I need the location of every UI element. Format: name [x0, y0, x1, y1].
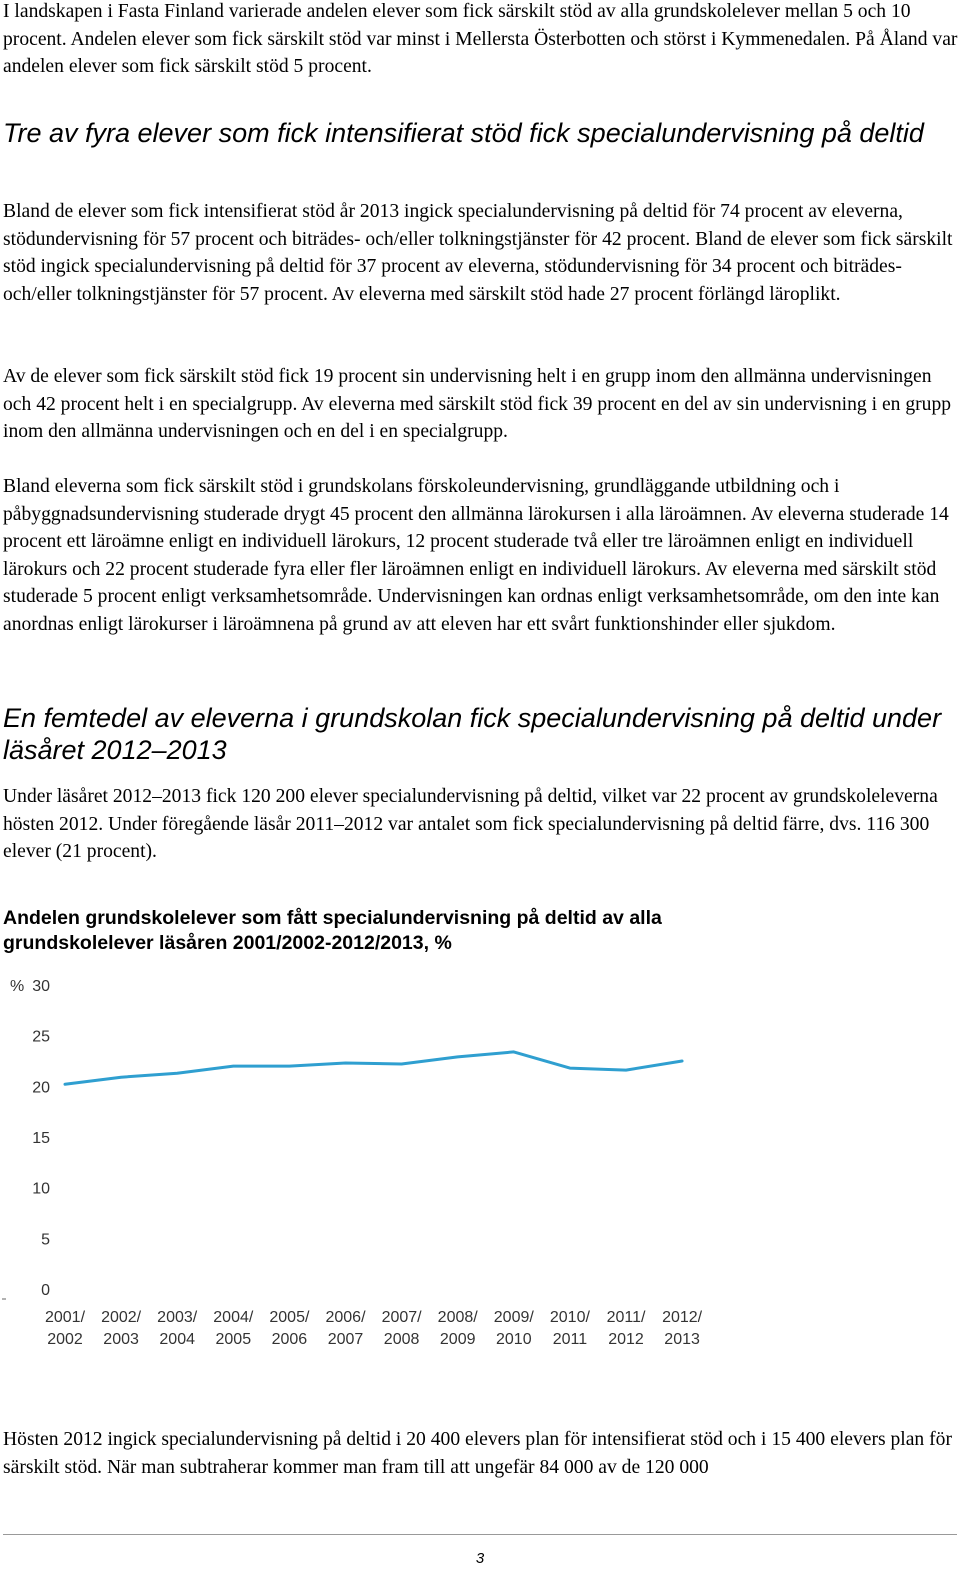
- x-tick-label: 2006/ 2007: [325, 1309, 366, 1348]
- y-tick-label: 15: [32, 1130, 50, 1147]
- section-heading-intensified-support: Tre av fyra elever som fick intensifierat stöd fick specialundervisning på deltid: [3, 118, 924, 148]
- y-tick-label: 10: [32, 1180, 50, 1198]
- intro-paragraph: I landskapen i Fasta Finland varierade andelen elever som fick särskilt stöd av alla grundskolelever mellan 5 och 10 procent. Andelen elever som fick särskilt stöd var minst i Mellersta Österbotten och störst i Kymmenedalen. På Åland var andelen elever som fick särskilt stöd 5 procent.: [3, 1, 958, 77]
- paragraph-part-time-statistics: Under läsåret 2012–2013 fick 120 200 elever specialundervisning på deltid, vilket var 22 procent av grundskoleleverna hösten 2012. Under föregående läsår 2011–2012 var antalet som fick specialundervisning på deltid färre, dvs. 116 300 elever (21 procent).: [3, 786, 938, 862]
- x-tick-label: 2003/ 2004: [157, 1309, 198, 1348]
- page-number: 3: [475, 1550, 485, 1567]
- x-tick-label: 2001/ 2002: [44, 1309, 86, 1348]
- paragraph-curriculum: Bland eleverna som fick särskilt stöd i grundskolans förskoleundervisning, grundläggande utbildning och i påbyggnadsundervisning studerade drygt 45 procent den allmänna lärokursen i alla läroämnen. Av eleverna studerade 14 procent ett läroämne enligt en individuell lärokurs, 12 procent studerade två eller tre läroämnen enligt en individuell lärokurs och 22 procent studerade fyra eller fler läroämnen enligt en individuell lärokurs. Av eleverna med särskilt stöd studerade 5 procent enligt verksamhetsområde. Undervisningen kan ordnas enligt verksamhetsområde, om den inte kan anordnas enligt lärokurser i läroämnena på grund av att eleven har ett svårt funktionshinder eller sjukdom.: [3, 476, 949, 635]
- y-tick-label: 30: [32, 978, 50, 995]
- y-tick-label: 20: [32, 1079, 50, 1097]
- x-tick-label: 2007/ 2008: [381, 1309, 422, 1348]
- y-tick-label: 25: [32, 1028, 50, 1046]
- footer-divider: [3, 1534, 957, 1535]
- y-tick-label: 5: [41, 1231, 50, 1249]
- paragraph-support-plans: Hösten 2012 ingick specialundervisning på deltid i 20 400 elevers plan för intensifierat stöd och i 15 400 elevers plan för särskilt stöd. När man subtraherar kommer man fram till att ungefär 84 000 av de 120 000: [3, 1429, 952, 1478]
- line-chart: [0, 965, 720, 1365]
- paragraph-teaching-groups: Av de elever som fick särskilt stöd fick 19 procent sin undervisning helt i en grupp inom den allmänna undervisningen och 42 procent helt i en specialgrupp. Av eleverna med särskilt stöd fick 39 procent en del av sin undervisning i en grupp inom den allmänna undervisningen och en del i en specialgrupp.: [3, 366, 952, 442]
- x-tick-label: 2012/ 2013: [662, 1309, 703, 1348]
- x-tick-label: 2009/ 2010: [493, 1309, 534, 1348]
- x-tick-label: 2008/ 2009: [437, 1309, 478, 1348]
- x-tick-label: 2005/ 2006: [269, 1309, 310, 1348]
- x-tick-label: 2010/ 2011: [549, 1309, 590, 1348]
- section-heading-part-time-special-education: En femtedel av eleverna i grundskolan fick specialundervisning på deltid under läsåret 2012–2013: [3, 703, 942, 765]
- y-axis-unit-label: %: [10, 978, 25, 995]
- paragraph-support-forms: Bland de elever som fick intensifierat stöd år 2013 ingick specialundervisning på deltid för 74 procent av eleverna, stödundervisning för 57 procent och biträdes- och/eller tolkningstjänster för 42 procent. Bland de elever som fick särskilt stöd ingick specialundervisning på deltid för 37 procent av eleverna, stödundervisning för 34 procent och biträdes- och/eller tolkningstjänster för 57 procent. Av eleverna med särskilt stöd hade 27 procent förlängd läroplikt.: [3, 201, 953, 305]
- series-line: [65, 1052, 682, 1084]
- x-tick-label: 2002/ 2003: [101, 1309, 142, 1348]
- chart-title: Andelen grundskolelever som fått specialundervisning på deltid av alla grundskolelever läsåren 2001/2002-2012/2013, %: [3, 907, 662, 954]
- x-tick-label: 2011/ 2012: [606, 1309, 646, 1348]
- y-tick-label: 0: [41, 1282, 50, 1299]
- x-tick-label: 2004/ 2005: [213, 1309, 254, 1348]
